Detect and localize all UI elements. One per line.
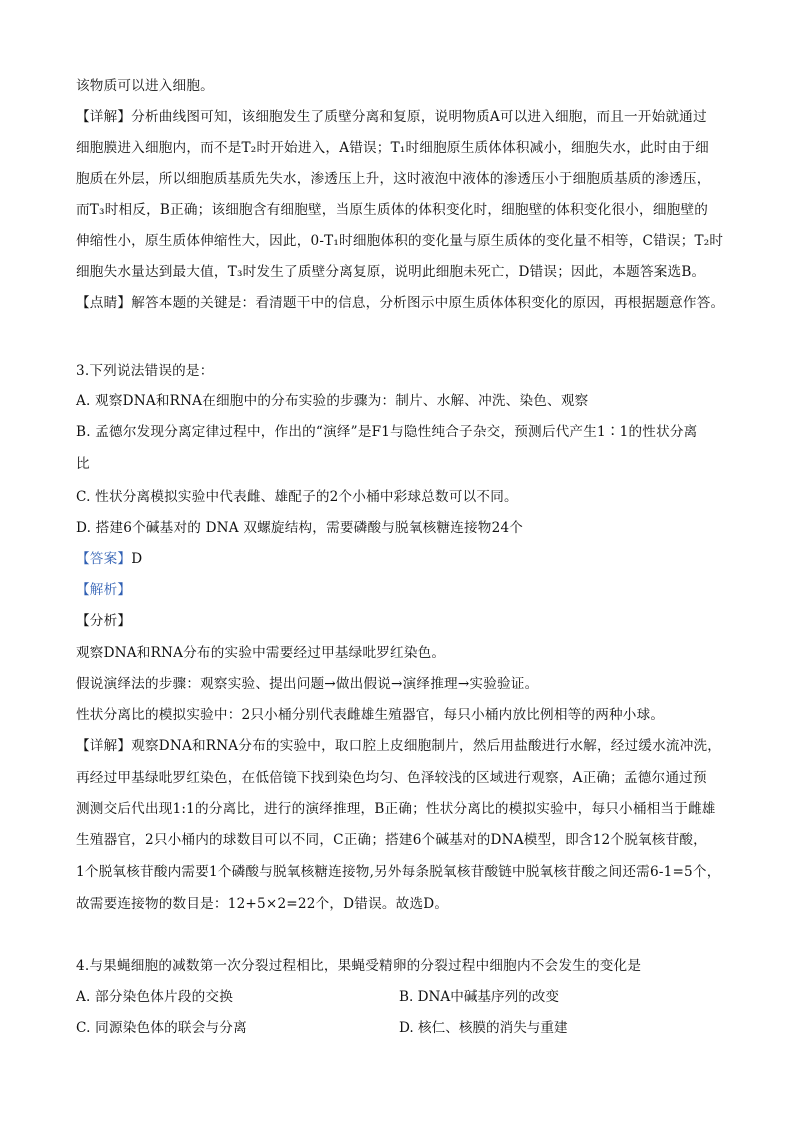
option-c: C. 同源染色体的联会与分离: [76, 1020, 247, 1036]
note-line: [76, 293, 724, 313]
q3-detail-tag: 【详解】: [76, 738, 132, 754]
q3-detail-line: [76, 736, 721, 756]
option-b: B. DNA中碱基序列的改变: [399, 989, 559, 1005]
detail-line: 胞质在外层，所以细胞质基质先失水，渗透压上升，这时液泡中液体的渗透压小于细胞质基质的渗透压，: [76, 171, 711, 187]
option-a: A. 观察DNA和RNA在细胞中的分布实验的步骤为：制片、水解、冲洗、染色、观察: [76, 393, 589, 409]
detail-line: 细胞膜进入细胞内，而不是T₂时开始进入，A错误；T₁时细胞原生质体体积减小，细胞失水，此时由于细: [76, 140, 709, 156]
q3-detail-line: 故需要连接物的数目是：12+5×2=22个，D错误。故选D。: [76, 896, 449, 912]
note-text: 解答本题的关键是：看清题干中的信息，分析图示中原生质体体积变化的原因，再根据题意作答。: [131, 295, 725, 311]
note-tag: 【点睛】: [76, 295, 132, 311]
q3-detail-line: 1个脱氧核苷酸内需要1个磷酸与脱氧核糖连接物,另外每条脱氧核苷酸链中脱氧核苷酸之间还需6-1=5个，: [76, 864, 721, 880]
option-d: D. 核仁、核膜的消失与重建: [399, 1020, 568, 1036]
option-b: B. 孟德尔发现分离定律过程中，作出的“演绎”是F1与隐性纯合子杂交，预测后代产生1∶1的性状分离: [76, 424, 698, 440]
detail-line: 细胞失水量达到最大值，T₃时发生了质壁分离复原，说明此细胞未死亡，D错误；因此，本题答案选B。: [76, 264, 706, 280]
answer-value: D: [131, 551, 143, 567]
fenxi-tag: 【分析】: [76, 613, 132, 629]
fenxi-line: 假说演绎法的步骤：观察实验、提出问题→做出假说→演绎推理→实验验证。: [76, 676, 539, 692]
detail-text: 分析曲线图可知，该细胞发生了质壁分离和复原，说明物质A可以进入细胞，而且一开始就通过: [131, 109, 707, 125]
analysis-tag: [76, 580, 131, 600]
detail-tag: 【详解】: [76, 109, 132, 125]
q3-detail-line: 生殖器官，2只小桶内的球数目可以不同，C正确；搭建6个碱基对的DNA模型，即含12个脱氧核苷酸，: [76, 832, 707, 848]
detail-line: 而T₃时相反，B正确；该细胞含有细胞壁，当原生质体的体积变化时，细胞壁的体积变化很小，细胞壁的: [76, 202, 709, 218]
analysis-tag-text: 【解析】: [76, 582, 132, 598]
answer-tag: 【答案】: [76, 551, 132, 567]
paragraph-line: 该物质可以进入细胞。: [76, 78, 214, 94]
fenxi-line: 观察DNA和RNA分布的实验中需要经过甲基绿吡罗红染色。: [76, 645, 446, 661]
option-b-wrap: 比: [76, 456, 90, 472]
q3-detail-line: 测测交后代出现1:1的分离比，进行的演绎推理，B正确；性状分离比的模拟实验中，每只小桶相当于雌雄: [76, 801, 716, 817]
q3-detail-line: 再经过甲基绿吡罗红染色，在低倍镜下找到染色均匀、色泽较浅的区域进行观察，A正确；孟德尔通过预: [76, 770, 707, 786]
option-c: C. 性状分离模拟实验中代表雌、雄配子的2个小桶中彩球总数可以不同。: [76, 489, 518, 505]
option-d: D. 搭建6个碱基对的 DNA 双螺旋结构，需要磷酸与脱氧核糖连接物24个: [76, 520, 524, 536]
detail-line: [76, 107, 707, 127]
fenxi-line: 性状分离比的模拟实验中：2只小桶分别代表雌雄生殖器官，每只小桶内放比例相等的两种小球。: [76, 707, 665, 723]
option-a: A. 部分染色体片段的交换: [76, 989, 233, 1005]
answer-line: [76, 549, 142, 569]
q3-detail-text: 观察DNA和RNA分布的实验中，取口腔上皮细胞制片，然后用盐酸进行水解，经过缓水流冲洗，: [131, 738, 722, 754]
detail-line: 伸缩性小，原生质体伸缩性大，因此，0-T₁时细胞体积的变化量与原生质体的变化量不相等，C错误；T₂时: [76, 233, 724, 249]
question-4-stem: 4.与果蝇细胞的减数第一次分裂过程相比，果蝇受精卵的分裂过程中细胞内不会发生的变化是: [76, 958, 642, 974]
question-3-stem: 3.下列说法错误的是：: [76, 363, 214, 379]
